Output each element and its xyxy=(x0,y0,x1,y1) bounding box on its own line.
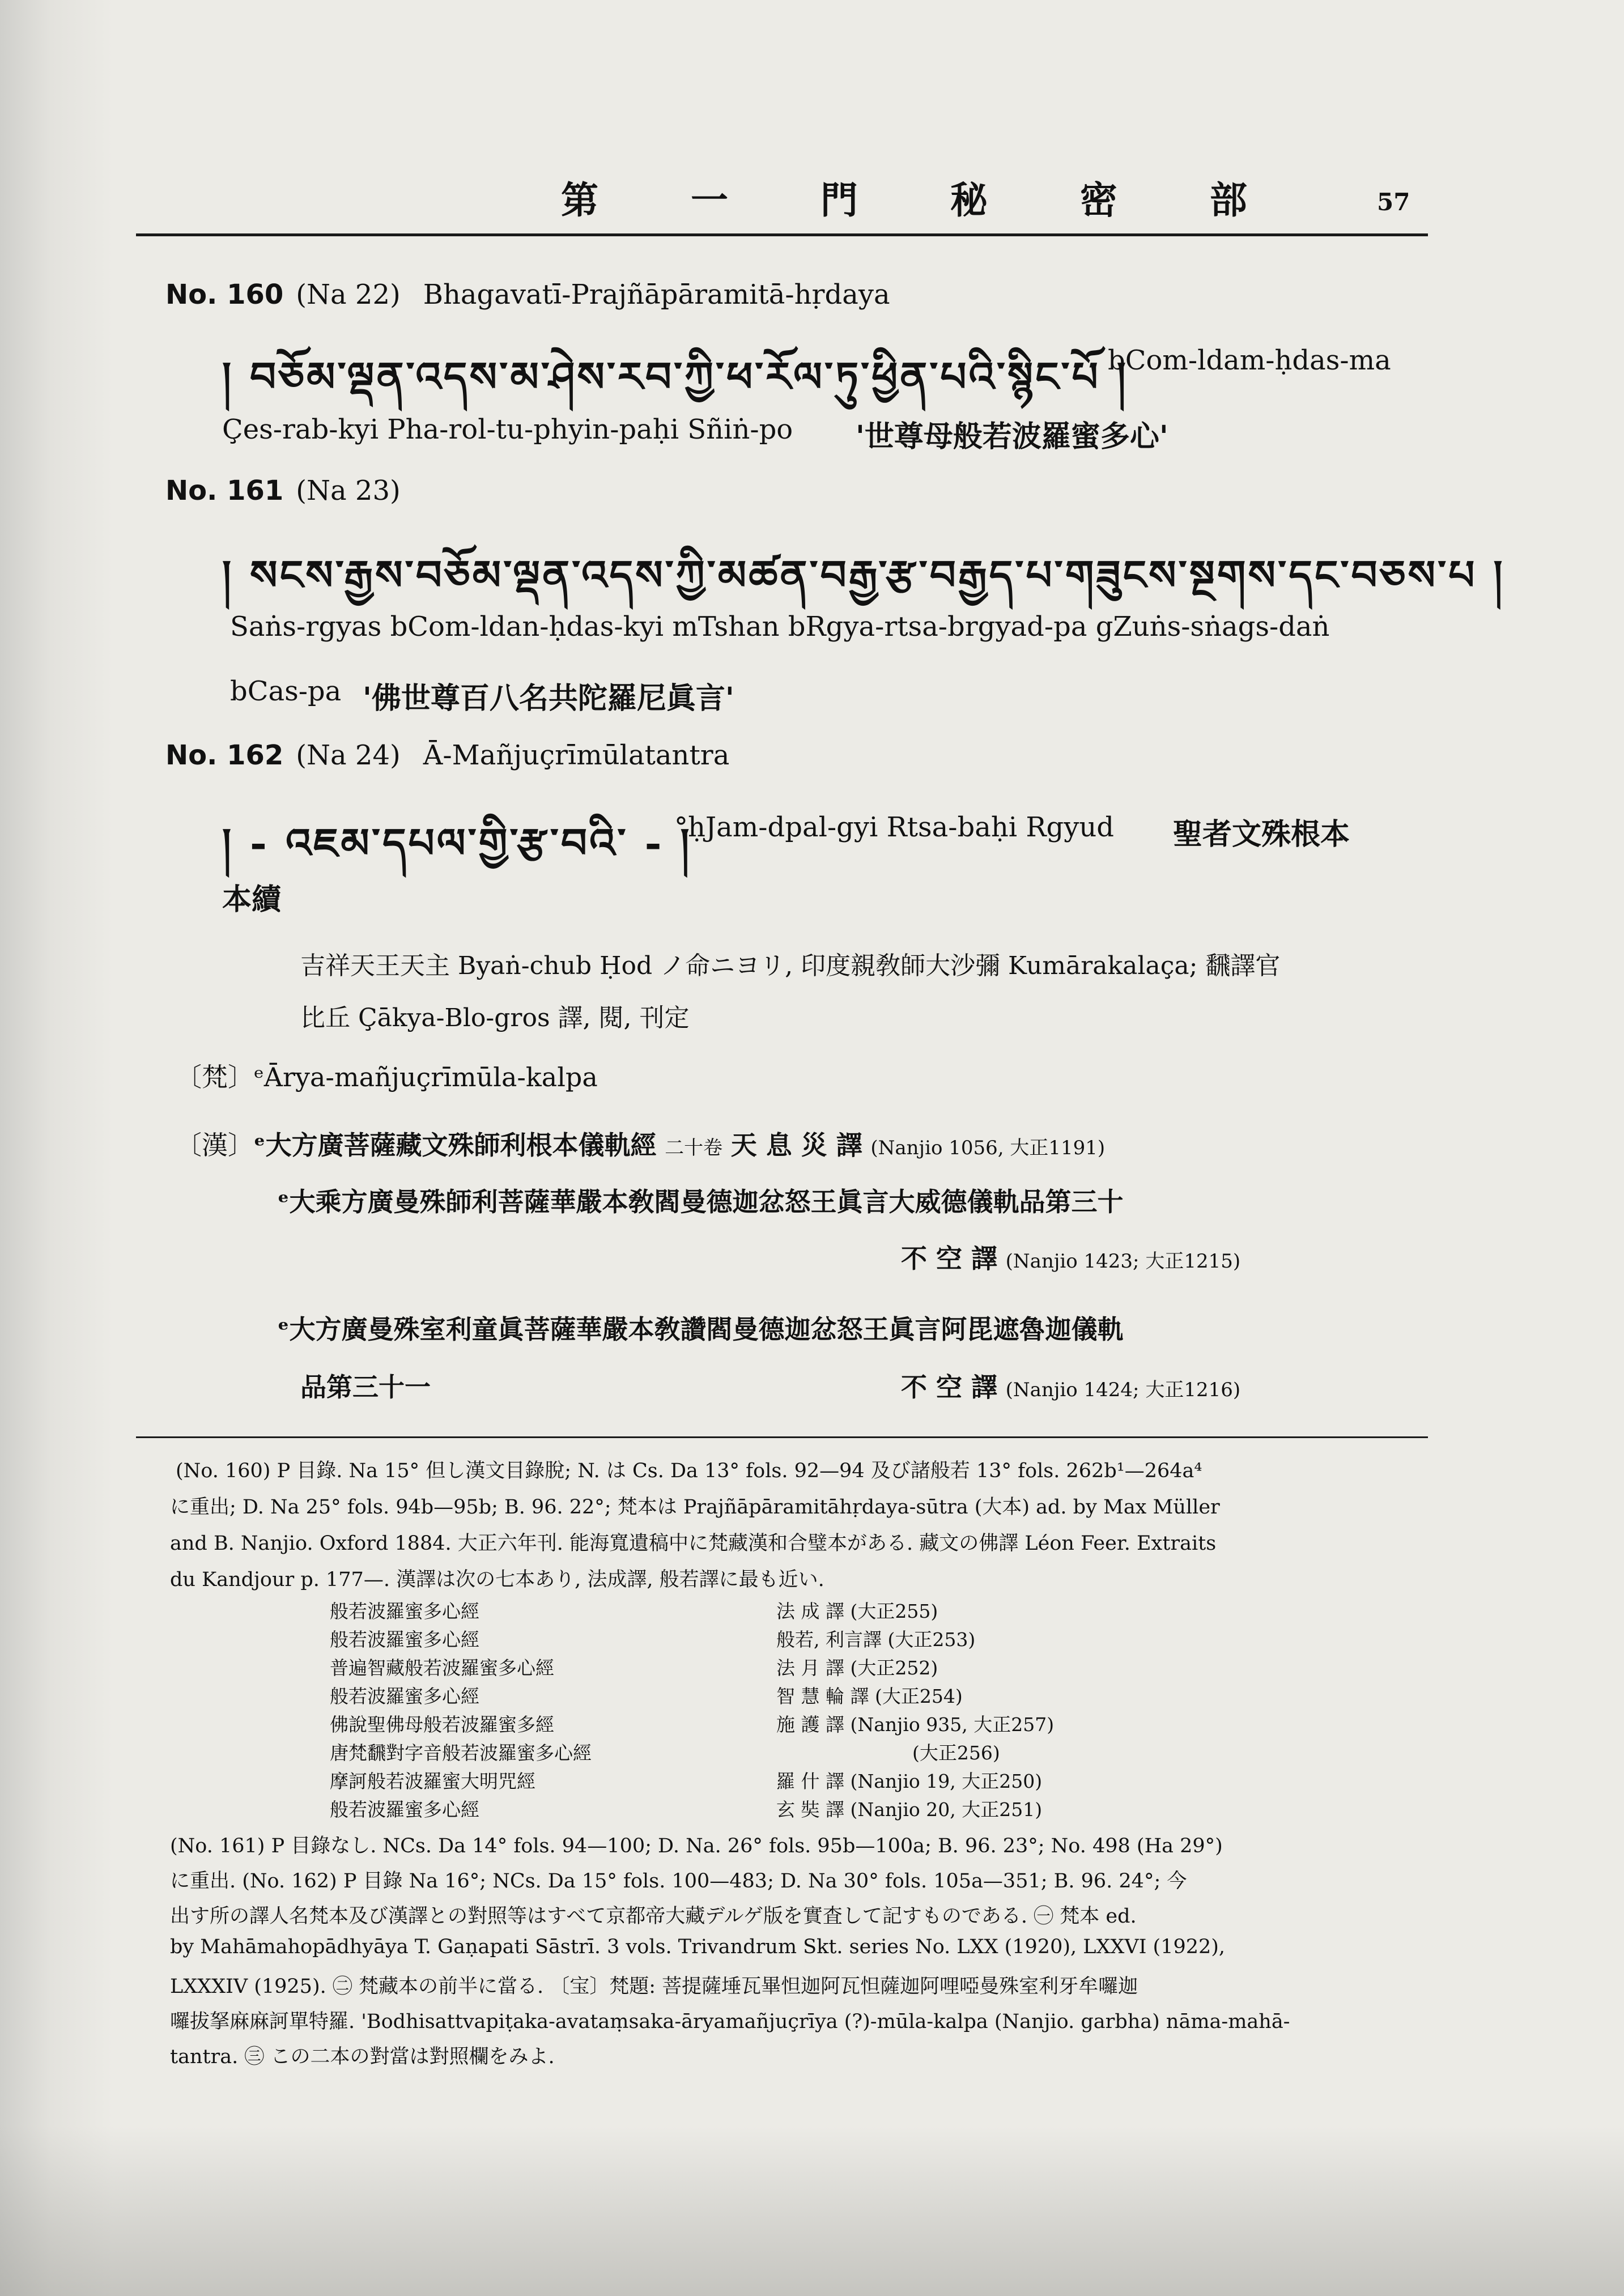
entry-161-heading xyxy=(165,475,423,507)
romanization-161-b: bCas-pa xyxy=(230,675,342,707)
chinese-title-162-a: 聖者文殊根本 xyxy=(1173,817,1350,852)
note-160-line-4: du Kandjour p. 177—. 漢譯は次の七本あり, 法成譯, 般若譯に最も近い. xyxy=(170,1568,824,1591)
translator-name: 不 空 譯 xyxy=(901,1372,998,1402)
sanskrit-label: 〔梵〕 xyxy=(176,1062,254,1092)
na-reference: (Na 23) xyxy=(296,475,401,507)
note-160-line-1: (No. 160) P 目錄. Na 15° 但し漢文目錄脫; N. は Cs. Da 13° fols. 92—94 及び諸般若 13° fols. 262b¹—264a⁴ xyxy=(176,1460,1202,1482)
translation-list-title: 般若波羅蜜多心經 xyxy=(330,1600,479,1622)
translation-list-title: 摩訶般若波羅蜜大明咒經 xyxy=(330,1770,535,1792)
catalog-reference: (Nanjio 1423; 大正1215) xyxy=(1005,1250,1241,1273)
romanization-160-b: Çes-rab-kyi Pha-rol-tu-phyin-paḥi Sñiṅ-po xyxy=(222,414,793,445)
chinese-title-162-b: 本續 xyxy=(222,882,282,917)
entry-162-heading xyxy=(165,739,729,771)
translation-list-translator: 智 慧 輪 譯 (大正254) xyxy=(776,1685,963,1707)
chinese-translation-3-title-cont: 品第三十一 xyxy=(300,1372,431,1402)
scan-edge-shadow xyxy=(0,0,113,2296)
sanskrit-source-row xyxy=(176,1057,598,1094)
na-reference: (Na 24) xyxy=(296,739,401,771)
note-162-line-7: tantra. ㊂ この二本の對當は對照欄をみよ. xyxy=(170,2046,555,2068)
chinese-label: 〔漢〕 xyxy=(176,1130,254,1160)
catalog-reference: (Nanjio 1056, 大正1191) xyxy=(870,1137,1106,1159)
translation-list-translator: 般若, 利言譯 (大正253) xyxy=(776,1629,976,1651)
page-number: 57 xyxy=(1377,188,1410,216)
translation-list-translator: 法 月 譯 (大正252) xyxy=(776,1657,938,1679)
translator-name: 天 息 災 譯 xyxy=(730,1130,862,1160)
entry-160-heading xyxy=(165,279,890,311)
tibetan-script-160: ། བཅོམ་ལྡན་འདས་མ་ཤེས་རབ་ཀྱི་ཕ་རོལ་ཏུ་ཕྱིན་པའི་སྙིང་པོ ། xyxy=(222,352,1128,401)
entry-number: No. 161 xyxy=(165,475,284,507)
translation-list-translator: 玄 奘 譯 (Nanjio 20, 大正251) xyxy=(776,1798,1043,1821)
footnote-rule xyxy=(136,1436,1428,1438)
chinese-translation-3-title: ᵉ大方廣曼殊室利童眞菩薩華嚴本敎讚閻曼德迦忿怒王眞言阿毘遮魯迦儀軌 xyxy=(278,1314,1124,1345)
entry-number: No. 162 xyxy=(165,739,284,771)
running-header-title: 第 一 門 秘 密 部 xyxy=(561,178,1287,222)
note-162-line-4: by Mahāmahopādhyāya T. Gaṇapati Sāstrī. 3 vols. Trivandrum Skt. series No. LXX (1920), LXXVI (1922), xyxy=(170,1936,1226,1958)
chinese-translation-2-title: ᵉ大乘方廣曼殊師利菩薩華嚴本敎閻曼德迦忿怒王眞言大威德儀軌品第三十 xyxy=(278,1187,1124,1217)
chinese-translation-1 xyxy=(176,1125,1105,1162)
translation-list-translator: 羅 什 譯 (Nanjio 19, 大正250) xyxy=(776,1770,1043,1792)
chinese-translation-title: ᵉ大方廣菩薩藏文殊師利根本儀軌經 xyxy=(254,1130,657,1160)
translation-list-title: 般若波羅蜜多心經 xyxy=(330,1629,479,1651)
note-162-line-5: LXXXIV (1925). ㊁ 梵藏本の前半に當る. 〔宝〕梵題: 菩提薩埵瓦畢怛迦阿瓦怛薩迦阿哩啞曼殊室利牙牟囉迦 xyxy=(170,1975,1138,1998)
note-161-line-1: (No. 161) P 目錄なし. NCs. Da 14° fols. 94—100; D. Na. 26° fols. 95b—100a; B. 96. 23°; No. 498 (Ha 29°) xyxy=(170,1835,1223,1857)
translator-name: 不 空 譯 xyxy=(901,1243,998,1274)
translation-list-title: 佛說聖佛母般若波羅蜜多經 xyxy=(330,1714,554,1736)
translation-list-title: 唐梵飜對字音般若波羅蜜多心經 xyxy=(330,1742,592,1764)
translation-list-title: 般若波羅蜜多心經 xyxy=(330,1798,479,1821)
volume-count: 二十卷 xyxy=(665,1137,723,1159)
romanization-160-a: bCom-ldam-ḥdas-ma xyxy=(1108,345,1391,376)
tibetan-script-162: ། ‑ འཇམ་དཔལ་གྱི་རྩ་བའི་ ‑ ། xyxy=(222,819,692,867)
translation-list-translator: 施 護 譯 (Nanjio 935, 大正257) xyxy=(776,1714,1055,1736)
sanskrit-title: Ā-Mañjuçrīmūlatantra xyxy=(423,739,730,771)
sanskrit-source: ᵉĀrya-mañjuçrīmūla-kalpa xyxy=(254,1062,598,1092)
tibetan-script-161: ། སངས་རྒྱས་བཅོམ་ལྡན་འདས་ཀྱི་མཚན་བརྒྱ་རྩ་བརྒྱད་པ་གཟུངས་སྔགས་དང་བཅས་པ ། xyxy=(222,551,1505,599)
note-162-line-6: 囉拔拏麻麻訶單特羅. 'Bodhisattvapiṭaka-avataṃsaka-āryamañjuçrīya (?)-mūla-kalpa (Nanjio. garbha) nāma-mahā- xyxy=(170,2010,1290,2033)
translation-list-title: 般若波羅蜜多心經 xyxy=(330,1685,479,1707)
translation-list-translator: (大正256) xyxy=(912,1742,1000,1764)
translation-list-translator: 法 成 譯 (大正255) xyxy=(776,1600,938,1622)
romanization-162: °ḥJam-dpal-gyi Rtsa-baḥi Rgyud xyxy=(674,811,1114,843)
chinese-translation-2-translator xyxy=(901,1238,1240,1275)
note-161-line-2: に重出. (No. 162) P 目錄 Na 16°; NCs. Da 15° fols. 100—483; D. Na 30° fols. 105a—351; B. 96. 24°; 今 xyxy=(170,1870,1187,1893)
note-160-line-2: に重出; D. Na 25° fols. 94b—95b; B. 96. 22°; 梵本は Prajñāpāramitāhṛdaya-sūtra (大本) ad. by Max Müller xyxy=(170,1496,1220,1519)
note-160-line-3: and B. Nanjio. Oxford 1884. 大正六年刊. 能海寬遺稿中に梵藏漢和合璧本がある. 藏文の佛譯 Léon Feer. Extraits xyxy=(170,1532,1217,1555)
chinese-title-161: '佛世尊百八名共陀羅尼眞言' xyxy=(363,681,734,716)
chinese-title-160: '世尊母般若波羅蜜多心' xyxy=(856,419,1168,454)
note-162-line-3: 出す所の譯人名梵本及び漢譯との對照等はすべて京都帝大藏デルゲ版を實査して記すものである. ㊀ 梵本 ed. xyxy=(170,1905,1137,1928)
scan-bottom-shadow xyxy=(0,2126,1624,2296)
sanskrit-title: Bhagavatī-Prajñāpāramitā-hṛdaya xyxy=(423,279,890,311)
chinese-translation-3-translator xyxy=(901,1367,1240,1404)
translation-list-title: 普遍智藏般若波羅蜜多心經 xyxy=(330,1657,554,1679)
catalog-reference: (Nanjio 1424; 大正1216) xyxy=(1005,1379,1241,1401)
romanization-161-a: Saṅs-rgyas bCom-ldan-ḥdas-kyi mTshan bRgya-rtsa-brgyad-pa gZuṅs-sṅags-daṅ xyxy=(230,611,1330,643)
na-reference: (Na 22) xyxy=(296,279,401,311)
translators-line-1: 吉祥天王天主 Byaṅ-chub Ḥod ノ命ニヨリ, 印度親敎師大沙彌 Kumārakalaça; 飜譯官 xyxy=(300,951,1281,980)
translators-line-2: 比丘 Çākya-Blo-gros 譯, 閱, 刊定 xyxy=(300,1004,690,1032)
header-rule xyxy=(136,233,1428,236)
entry-number: No. 160 xyxy=(165,279,284,311)
